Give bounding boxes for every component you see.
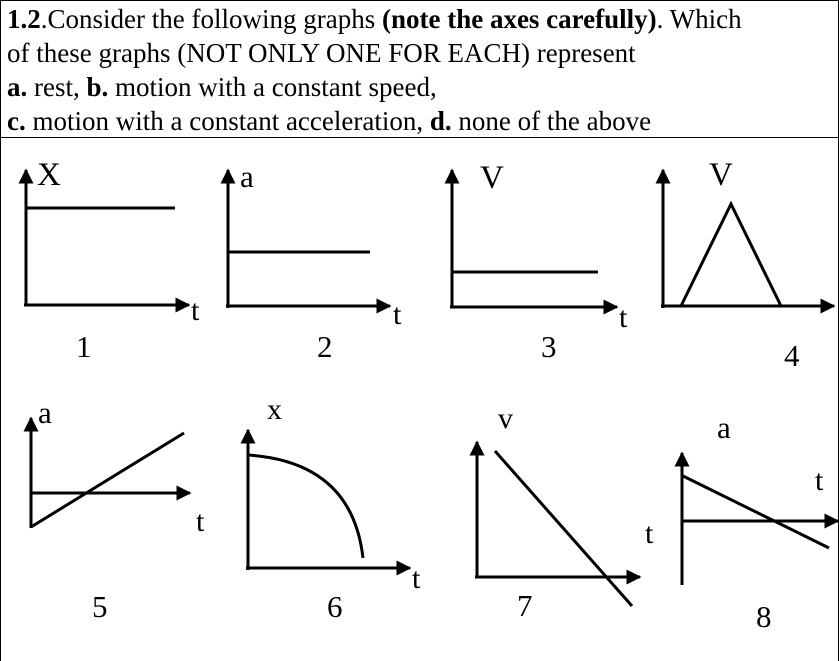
graph-3 <box>450 170 617 308</box>
graph-5-x-label: t <box>196 505 205 538</box>
graph-8-x-label: t <box>815 464 824 497</box>
graph-7-number: 7 <box>517 588 533 623</box>
graph-6 <box>246 430 410 570</box>
question-after-emphasis: . Which <box>656 4 742 34</box>
option-d-text: none of the above <box>451 106 652 136</box>
graph-8-y-label: a <box>717 410 731 445</box>
option-b-text: motion with a constant speed, <box>108 72 437 102</box>
graph-5-y-label: a <box>38 395 52 430</box>
graph-1-x-label: t <box>191 294 200 327</box>
graph-5 <box>31 418 190 528</box>
graph-2-x-label: t <box>393 298 402 331</box>
option-d-key: d. <box>429 106 452 136</box>
question-emphasis: (note the axes carefully) <box>381 4 657 34</box>
graph-6-x-label: t <box>412 562 421 595</box>
graph-4-y-label: V <box>709 157 733 193</box>
question-number: 1.2 <box>7 4 41 34</box>
option-a-key: a. <box>7 72 28 102</box>
graph-2-y-label: a <box>240 159 254 194</box>
graph-6-curve <box>248 455 363 558</box>
option-c-text: motion with a constant acceleration, <box>25 106 430 136</box>
graph-6-y-label: x <box>267 393 282 426</box>
graph-5-number: 5 <box>92 589 108 624</box>
graph-8-number: 8 <box>756 599 772 634</box>
option-c-key: c. <box>7 106 26 136</box>
graph-7-curve <box>495 451 632 606</box>
graph-5-curve <box>31 433 184 527</box>
graph-2-number: 2 <box>317 329 333 364</box>
graph-1-y-label: X <box>37 157 61 193</box>
graph-7-y-label: v <box>498 402 513 435</box>
graph-1-number: 1 <box>76 329 92 364</box>
graph-8-curve <box>683 476 829 548</box>
question-line-2: of these graphs (NOT ONLY ONE FOR EACH) represent <box>7 38 636 68</box>
graph-7-x-label: t <box>645 517 654 550</box>
graph-4-curve <box>681 204 781 306</box>
graph-3-x-label: t <box>619 301 628 334</box>
graph-3-y-label: V <box>480 160 504 196</box>
graph-6-number: 6 <box>327 589 343 624</box>
graph-7 <box>475 442 640 606</box>
option-b-key: b. <box>86 72 109 102</box>
question-intro: .Consider the following graphs <box>40 4 382 34</box>
graph-4 <box>661 170 834 308</box>
option-a-text: rest, <box>27 72 87 102</box>
graph-4-number: 4 <box>784 338 800 373</box>
graph-3-number: 3 <box>541 329 557 364</box>
